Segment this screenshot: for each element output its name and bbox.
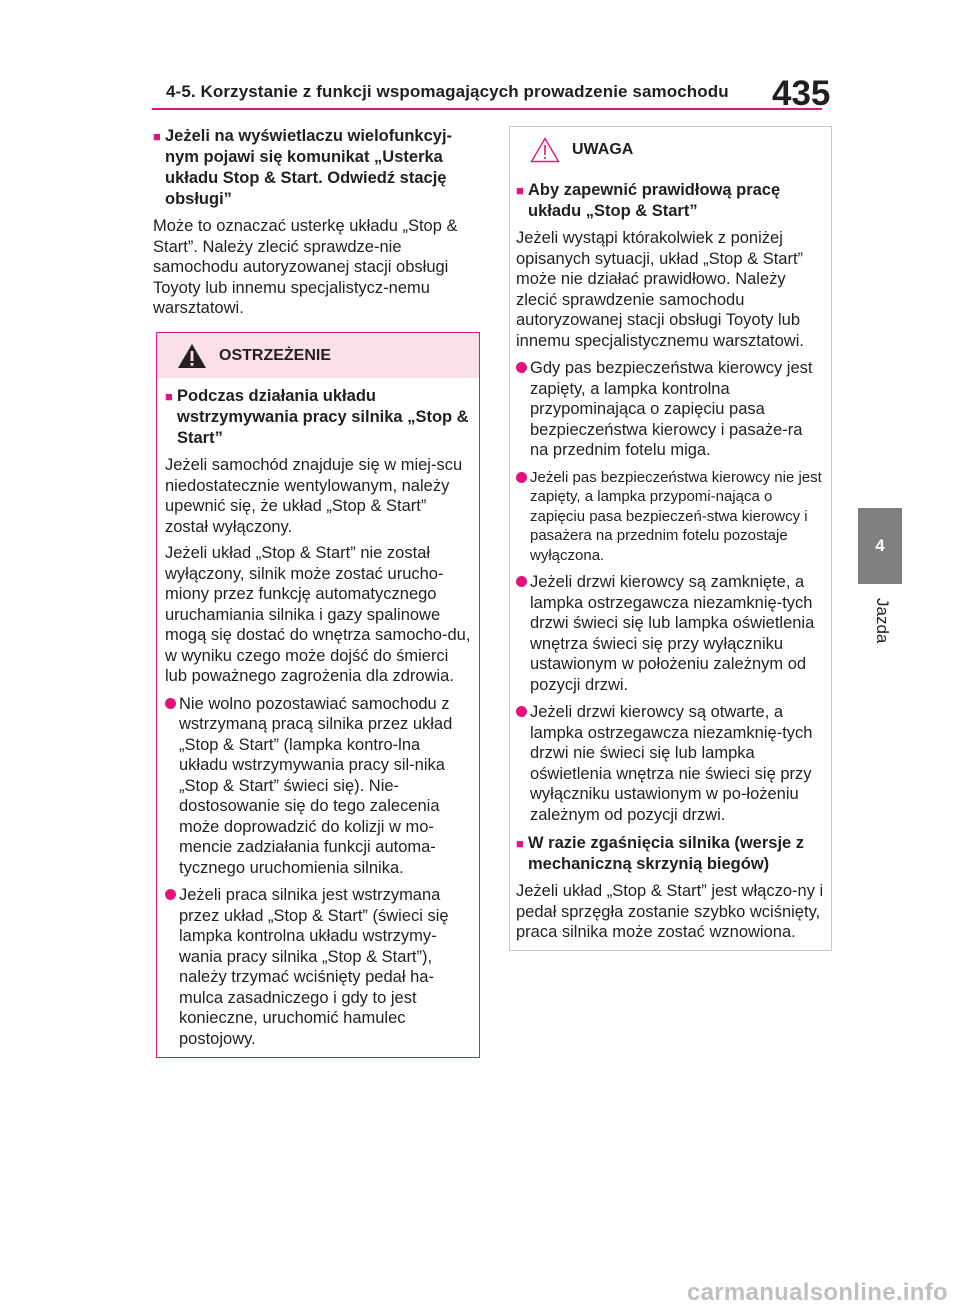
caution-bullet-text: Gdy pas bezpieczeństwa kierowcy jest zapięty, a lampka kontrolna przypominająca o zapięciu pasa bezpieczeństwa kierowcy i pasaże-ra na przednim fotelu miga. bbox=[530, 359, 813, 459]
round-bullet-icon bbox=[516, 472, 527, 483]
section-heading bbox=[153, 126, 481, 210]
caution-paragraph-2: Jeżeli układ „Stop & Start” jest włączo-ny i pedał sprzęgła zostanie szybko wciśnięty, praca silnika może zostać wznowiona. bbox=[516, 882, 824, 941]
caution-heading-2 bbox=[516, 833, 825, 875]
caution-heading-1 bbox=[516, 180, 825, 222]
page-number: 435 bbox=[772, 74, 831, 113]
warning-heading bbox=[165, 386, 471, 449]
warning-bullet bbox=[165, 694, 471, 879]
round-bullet-icon bbox=[165, 889, 176, 900]
warning-paragraph-2: Jeżeli układ „Stop & Start” nie został wyłączony, silnik może zostać urucho-miony przez funkcję automatycznego uruchamiania silnika i gazy spalinowe mogą się dostać do wnętrza samocho-du, w wyniku czego może dojść do śmierci lub poważnego zagrożenia dla zdrowia. bbox=[165, 544, 471, 685]
caution-bullet bbox=[516, 572, 825, 695]
chapter-label: Jazda bbox=[873, 598, 892, 644]
warning-bullet-text: Jeżeli praca silnika jest wstrzymana przez układ „Stop & Start” (świeci się lampka kontrolna układu wstrzymy-wania pracy silnika „Stop & Start”), należy trzymać wciśnięty pedał ha-mulca zasadniczego i gdy to jest konieczne, uruchomić hamulec postojowy. bbox=[179, 886, 449, 1048]
round-bullet-icon bbox=[516, 362, 527, 373]
header-rule bbox=[152, 108, 822, 110]
left-column bbox=[153, 126, 481, 319]
caution-triangle-icon bbox=[530, 137, 560, 163]
caution-body bbox=[510, 172, 831, 943]
section-heading-text: Jeżeli na wyświetlaczu wielofunkcyj-nym pojawi się komunikat „Usterka układu Stop & Start. Odwiedź stację obsługi” bbox=[165, 127, 453, 208]
warning-paragraph-1: Jeżeli samochód znajduje się w miej-scu niedostatecznie wentylowanym, należy upewnić się, że układ „Stop & Start” został wyłączony. bbox=[165, 456, 463, 536]
warning-title: OSTRZEŻENIE bbox=[219, 346, 332, 364]
warning-heading-text: Podczas działania układu wstrzymywania pracy silnika „Stop & Start” bbox=[177, 387, 469, 447]
caution-heading-2-text: W razie zgaśnięcia silnika (wersje z mechaniczną skrzynią biegów) bbox=[528, 834, 805, 873]
caution-bullet bbox=[516, 702, 825, 825]
caution-title: UWAGA bbox=[572, 140, 634, 158]
caution-box bbox=[509, 126, 832, 951]
watermark: carmanualsonline.info bbox=[686, 1279, 948, 1306]
square-bullet-icon: ■ bbox=[165, 389, 173, 404]
round-bullet-icon bbox=[516, 706, 527, 717]
warning-box bbox=[156, 332, 480, 1058]
round-bullet-icon bbox=[165, 698, 176, 709]
caution-bullet-text: Jeżeli pas bezpieczeństwa kierowcy nie jest zapięty, a lampka przypomi-nająca o zapięciu pasa bezpieczeń-stwa kierowcy i pasażera na przednim fotelu pozostaje wyłączona. bbox=[530, 468, 822, 564]
square-bullet-icon: ■ bbox=[516, 183, 524, 198]
caution-bullet-text: Jeżeli drzwi kierowcy są zamknięte, a lampka ostrzegawcza niezamknię-tych drzwi świeci się lub lampka oświetlenia wnętrza świeci się przy wyłączniku ustawionym w położeniu zależnym od pozycji drzwi. bbox=[530, 573, 815, 694]
caution-header bbox=[510, 127, 831, 172]
chapter-number: 4 bbox=[875, 536, 885, 555]
warning-body bbox=[157, 378, 479, 1049]
chapter-tab[interactable] bbox=[858, 508, 902, 584]
warning-bullet-text: Nie wolno pozostawiać samochodu z wstrzymaną pracą silnika przez układ „Stop & Start” (lampka kontro-lna układu wstrzymywania pracy sil-nika „Stop & Start” świeci się). Nie-dostosowanie się do tego zalecenia może doprowadzić do kolizji w mo-mencie zadziałania funkcji automa-tycznego uruchomienia silnika. bbox=[179, 694, 453, 877]
warning-triangle-icon bbox=[177, 343, 207, 369]
round-bullet-icon bbox=[516, 576, 527, 587]
square-bullet-icon: ■ bbox=[516, 836, 524, 851]
caution-bullet-text: Jeżeli drzwi kierowcy są otwarte, a lampka ostrzegawcza niezamknię-tych drzwi nie świeci się lub lampka oświetlenia wnętrza nie świeci się przy wyłączniku ustawionym w po-łożeniu zależnym od pozycji drzwi. bbox=[530, 703, 813, 824]
caution-bullet bbox=[516, 358, 825, 461]
caution-paragraph-1: Jeżeli wystąpi którakolwiek z poniżej opisanych sytuacji, układ „Stop & Start” może nie działać prawidłowo. Należy zlecić sprawdzenie samochodu autoryzowanej stacji obsługi Toyoty lub innemu specjalistycznemu warsztatowi. bbox=[516, 229, 804, 350]
section-body: Może to oznaczać usterkę układu „Stop & Start”. Należy zlecić sprawdze-nie samochodu autoryzowanej stacji obsługi Toyoty lub innemu specjalistycz-nemu warsztatowi. bbox=[153, 217, 458, 317]
running-header: 4-5. Korzystanie z funkcji wspomagających prowadzenie samochodu bbox=[166, 82, 729, 101]
warning-bullet bbox=[165, 885, 471, 1049]
square-bullet-icon: ■ bbox=[153, 129, 161, 144]
caution-heading-1-text: Aby zapewnić prawidłową pracę układu „Stop & Start” bbox=[528, 181, 781, 220]
warning-header bbox=[157, 333, 479, 378]
caution-bullet bbox=[516, 468, 825, 566]
